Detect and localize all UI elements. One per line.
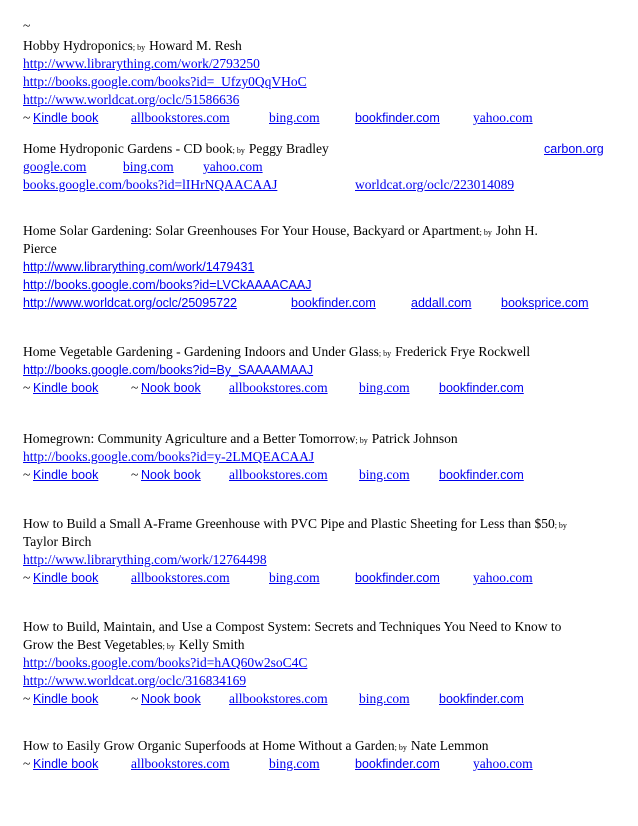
book-title: Hobby Hydroponics bbox=[23, 38, 133, 53]
worldcat-link[interactable]: http://www.worldcat.org/oclc/51586636 bbox=[23, 92, 240, 107]
kindle-book-link[interactable]: Kindle book bbox=[33, 381, 99, 395]
tilde-marker: ~ bbox=[23, 110, 31, 125]
kindle-book-link[interactable]: Kindle book bbox=[33, 757, 99, 771]
by-label: ; by bbox=[355, 436, 368, 445]
book-title: Homegrown: Community Agriculture and a Better Tomorrow bbox=[23, 431, 356, 446]
page-marker-line bbox=[23, 17, 623, 35]
book-author: Kelly Smith bbox=[178, 637, 245, 652]
by-label: ; by bbox=[132, 43, 146, 52]
book-author: Frederick Frye Rockwell bbox=[395, 344, 531, 359]
book-title: Home Solar Gardening: Solar Greenhouses For Your House, Backyard or Apartment bbox=[23, 223, 480, 238]
allbookstores-link[interactable]: allbookstores.com bbox=[229, 380, 328, 395]
book-entry-home-vegetable-gardening bbox=[23, 343, 623, 397]
bing-link[interactable]: bing.com bbox=[123, 159, 174, 174]
book-author: Patrick Johnson bbox=[371, 431, 458, 446]
tilde-marker: ~ bbox=[23, 570, 31, 585]
tilde-marker: ~ bbox=[131, 380, 139, 395]
book-entry-organic-superfoods bbox=[23, 737, 623, 773]
google-books-link[interactable]: http://books.google.com/books?id=By_SAAAAMAAJ bbox=[23, 363, 314, 377]
book-title-continued: Grow the Best Vegetables bbox=[23, 637, 163, 652]
bing-link[interactable]: bing.com bbox=[269, 570, 320, 585]
bookfinder-link[interactable]: bookfinder.com bbox=[355, 111, 440, 125]
kindle-book-link[interactable]: Kindle book bbox=[33, 692, 99, 706]
bookfinder-link[interactable]: bookfinder.com bbox=[439, 692, 524, 706]
by-label: ; by bbox=[479, 228, 492, 237]
google-books-link[interactable]: http://books.google.com/books?id=y-2LMQEACAAJ bbox=[23, 449, 315, 464]
book-entry-homegrown bbox=[23, 430, 623, 484]
book-entry-home-solar-gardening bbox=[23, 222, 623, 312]
nook-book-link[interactable]: Nook book bbox=[141, 468, 201, 482]
yahoo-link[interactable]: yahoo.com bbox=[473, 110, 533, 125]
librarything-link[interactable]: http://www.librarything.com/work/1479431 bbox=[23, 260, 255, 274]
allbookstores-link[interactable]: allbookstores.com bbox=[131, 110, 230, 125]
bookfinder-link[interactable]: bookfinder.com bbox=[439, 381, 524, 395]
book-entry-a-frame-greenhouse bbox=[23, 515, 623, 587]
addall-link[interactable]: addall.com bbox=[411, 296, 472, 310]
tilde-marker: ~ bbox=[131, 467, 139, 482]
by-label: ; by bbox=[554, 521, 567, 530]
book-author: Peggy Bradley bbox=[248, 141, 329, 156]
kindle-book-link[interactable]: Kindle book bbox=[33, 571, 99, 585]
librarything-link[interactable]: http://www.librarything.com/work/12764498 bbox=[23, 552, 267, 567]
bookfinder-link[interactable]: bookfinder.com bbox=[355, 757, 440, 771]
book-author-continued: Pierce bbox=[23, 241, 57, 256]
google-books-link[interactable]: http://books.google.com/books?id=hAQ60w2soC4C bbox=[23, 655, 308, 670]
allbookstores-link[interactable]: allbookstores.com bbox=[131, 756, 230, 771]
book-author: John H. bbox=[495, 223, 538, 238]
tilde-marker: ~ bbox=[23, 380, 31, 395]
book-entry-home-hydroponic-gardens bbox=[23, 140, 623, 194]
tilde-marker: ~ bbox=[131, 691, 139, 706]
book-title: Home Vegetable Gardening - Gardening Indoors and Under Glass bbox=[23, 344, 379, 359]
worldcat-link[interactable]: http://www.worldcat.org/oclc/25095722 bbox=[23, 296, 238, 310]
booksprice-link[interactable]: booksprice.com bbox=[501, 296, 589, 310]
kindle-book-link[interactable]: Kindle book bbox=[33, 111, 99, 125]
nook-book-link[interactable]: Nook book bbox=[141, 381, 201, 395]
by-label: ; by bbox=[394, 743, 407, 752]
yahoo-link[interactable]: yahoo.com bbox=[473, 570, 533, 585]
tilde-marker: ~ bbox=[23, 756, 31, 771]
book-author: Howard M. Resh bbox=[149, 38, 242, 53]
book-author: Nate Lemmon bbox=[410, 738, 489, 753]
by-label: ; by bbox=[378, 349, 392, 358]
bookfinder-link[interactable]: bookfinder.com bbox=[439, 468, 524, 482]
book-entry-compost-system bbox=[23, 618, 623, 708]
worldcat-link[interactable]: worldcat.org/oclc/223014089 bbox=[355, 177, 515, 192]
google-books-link[interactable]: http://books.google.com/books?id=_Ufzy0QqVHoC bbox=[23, 74, 307, 89]
google-link[interactable]: google.com bbox=[23, 159, 87, 174]
bookfinder-link[interactable]: bookfinder.com bbox=[291, 296, 376, 310]
book-title: How to Easily Grow Organic Superfoods at Home Without a Garden bbox=[23, 738, 395, 753]
kindle-book-link[interactable]: Kindle book bbox=[33, 468, 99, 482]
allbookstores-link[interactable]: allbookstores.com bbox=[229, 467, 328, 482]
bing-link[interactable]: bing.com bbox=[269, 110, 320, 125]
bing-link[interactable]: bing.com bbox=[359, 380, 410, 395]
librarything-link[interactable]: http://www.librarything.com/work/2793250 bbox=[23, 56, 260, 71]
worldcat-link[interactable]: http://www.worldcat.org/oclc/316834169 bbox=[23, 673, 247, 688]
tilde-marker: ~ bbox=[23, 467, 31, 482]
nook-book-link[interactable]: Nook book bbox=[141, 692, 201, 706]
yahoo-link[interactable]: yahoo.com bbox=[473, 756, 533, 771]
page-marker: ~ bbox=[23, 18, 31, 33]
by-label: ; by bbox=[162, 642, 175, 651]
book-title: Home Hydroponic Gardens - CD book bbox=[23, 141, 233, 156]
book-author: Taylor Birch bbox=[23, 534, 92, 549]
bing-link[interactable]: bing.com bbox=[359, 691, 410, 706]
book-title: How to Build, Maintain, and Use a Compost System: Secrets and Techniques You Need to Know to bbox=[23, 619, 562, 634]
allbookstores-link[interactable]: allbookstores.com bbox=[229, 691, 328, 706]
book-entry-hobby-hydroponics bbox=[23, 37, 623, 127]
google-books-link[interactable]: books.google.com/books?id=lIHrNQAACAAJ bbox=[23, 177, 278, 192]
by-label: ; by bbox=[232, 146, 245, 155]
allbookstores-link[interactable]: allbookstores.com bbox=[131, 570, 230, 585]
carbon-link[interactable]: carbon.org bbox=[544, 142, 604, 156]
yahoo-link[interactable]: yahoo.com bbox=[203, 159, 263, 174]
bookfinder-link[interactable]: bookfinder.com bbox=[355, 571, 440, 585]
book-title: How to Build a Small A-Frame Greenhouse with PVC Pipe and Plastic Sheeting for Less than $50 bbox=[23, 516, 555, 531]
bing-link[interactable]: bing.com bbox=[359, 467, 410, 482]
bing-link[interactable]: bing.com bbox=[269, 756, 320, 771]
google-books-link[interactable]: http://books.google.com/books?id=LVCkAAAACAAJ bbox=[23, 278, 312, 292]
tilde-marker: ~ bbox=[23, 691, 31, 706]
